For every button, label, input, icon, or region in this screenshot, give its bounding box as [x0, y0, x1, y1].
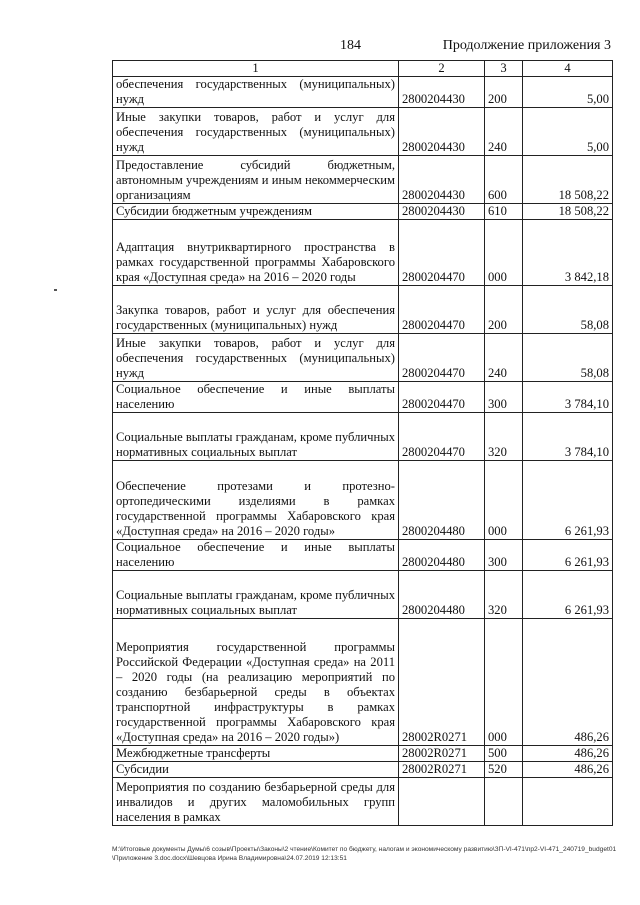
table-row — [113, 286, 613, 334]
row-name-cell: Социальное обеспечение и иные выплаты населению — [113, 540, 399, 571]
row-code-cell: 2800204430 — [399, 156, 485, 204]
row-type-cell: 600 — [485, 156, 523, 204]
row-amount-cell: 58,08 — [523, 286, 613, 334]
column-header: 2 — [399, 61, 485, 77]
row-code-cell — [399, 778, 485, 826]
row-amount-cell: 3 842,18 — [523, 220, 613, 286]
row-amount-cell: 486,26 — [523, 762, 613, 778]
budget-table — [112, 60, 613, 826]
table-body — [113, 77, 613, 826]
row-name-cell: Мероприятия государственной программы Российской Федерации «Доступная среда» на 2011 – 2020 годы (на реализацию мероприятий по созданию безбарьерной среды в объектах транспортной инфраструктуры в рамках государственной программы Хабаровского края «Доступная среда» на 2016 – 2020 годы») — [113, 619, 399, 746]
row-type-cell: 240 — [485, 334, 523, 382]
row-amount-cell: 5,00 — [523, 108, 613, 156]
row-type-cell: 320 — [485, 413, 523, 461]
table-row — [113, 77, 613, 108]
row-code-cell: 2800204430 — [399, 108, 485, 156]
row-amount-cell — [523, 778, 613, 826]
row-type-cell: 610 — [485, 204, 523, 220]
row-type-cell: 520 — [485, 762, 523, 778]
table-row — [113, 220, 613, 286]
table-row — [113, 382, 613, 413]
row-amount-cell: 486,26 — [523, 746, 613, 762]
row-name-cell: Социальные выплаты гражданам, кроме публичных нормативных социальных выплат — [113, 571, 399, 619]
row-name-cell: Закупка товаров, работ и услуг для обеспечения государственных (муниципальных) нужд — [113, 286, 399, 334]
column-header: 4 — [523, 61, 613, 77]
row-type-cell: 300 — [485, 540, 523, 571]
row-amount-cell: 6 261,93 — [523, 540, 613, 571]
row-type-cell: 500 — [485, 746, 523, 762]
row-code-cell: 2800204470 — [399, 334, 485, 382]
row-type-cell: 200 — [485, 77, 523, 108]
row-name-cell: Предоставление субсидий бюджетным, автономным учреждениям и иным некоммерческим организациям — [113, 156, 399, 204]
row-amount-cell: 18 508,22 — [523, 156, 613, 204]
row-code-cell: 2800204470 — [399, 413, 485, 461]
table-row — [113, 156, 613, 204]
table-row — [113, 204, 613, 220]
row-code-cell: 2800204480 — [399, 461, 485, 540]
table-row — [113, 461, 613, 540]
column-header: 3 — [485, 61, 523, 77]
table-row — [113, 746, 613, 762]
row-amount-cell: 6 261,93 — [523, 461, 613, 540]
row-code-cell: 2800204470 — [399, 220, 485, 286]
row-name-cell: Иные закупки товаров, работ и услуг для обеспечения государственных (муниципальных) нужд — [113, 334, 399, 382]
row-code-cell: 2800204470 — [399, 286, 485, 334]
row-code-cell: 2800204480 — [399, 571, 485, 619]
page-number: 184 — [340, 38, 361, 53]
row-amount-cell: 3 784,10 — [523, 413, 613, 461]
table-row — [113, 762, 613, 778]
row-name-cell: обеспечения государственных (муниципальных) нужд — [113, 77, 399, 108]
column-header: 1 — [113, 61, 399, 77]
row-name-cell: Мероприятия по созданию безбарьерной среды для инвалидов и других маломобильных групп населения в рамках — [113, 778, 399, 826]
table-row — [113, 334, 613, 382]
row-code-cell: 2800204480 — [399, 540, 485, 571]
row-name-cell: Межбюджетные трансферты — [113, 746, 399, 762]
row-type-cell: 000 — [485, 461, 523, 540]
table-row — [113, 540, 613, 571]
row-amount-cell: 5,00 — [523, 77, 613, 108]
row-name-cell: Субсидии — [113, 762, 399, 778]
table-row — [113, 571, 613, 619]
row-amount-cell: 6 261,93 — [523, 571, 613, 619]
row-type-cell — [485, 778, 523, 826]
row-type-cell: 200 — [485, 286, 523, 334]
row-code-cell: 28002R0271 — [399, 746, 485, 762]
row-type-cell: 240 — [485, 108, 523, 156]
table-row — [113, 413, 613, 461]
row-name-cell: Иные закупки товаров, работ и услуг для обеспечения государственных (муниципальных) нужд — [113, 108, 399, 156]
row-type-cell: 000 — [485, 220, 523, 286]
row-amount-cell: 58,08 — [523, 334, 613, 382]
row-type-cell: 320 — [485, 571, 523, 619]
file-path-footer: M:\Итоговые документы Думы\6 созыв\Проекты\Законы\2 чтение\Комитет по бюджету, налогам и экономическому развитию\ЗП-VI-471\пр2-VI-471_240719_budget01\Приложение 3.doc.docx\Шевцова Ирина Владимировна\24.07.2019 12:13:51 — [112, 846, 617, 862]
row-code-cell: 28002R0271 — [399, 619, 485, 746]
row-code-cell: 2800204470 — [399, 382, 485, 413]
row-name-cell: Социальные выплаты гражданам, кроме публичных нормативных социальных выплат — [113, 413, 399, 461]
row-code-cell: 2800204430 — [399, 77, 485, 108]
row-amount-cell: 18 508,22 — [523, 204, 613, 220]
table-header-row — [113, 61, 613, 77]
row-code-cell: 28002R0271 — [399, 762, 485, 778]
row-amount-cell: 486,26 — [523, 619, 613, 746]
continuation-label: Продолжение приложения 3 — [442, 38, 611, 53]
row-amount-cell: 3 784,10 — [523, 382, 613, 413]
table-row — [113, 619, 613, 746]
table-row — [113, 108, 613, 156]
row-code-cell: 2800204430 — [399, 204, 485, 220]
row-name-cell: Субсидии бюджетным учреждениям — [113, 204, 399, 220]
row-name-cell: Адаптация внутриквартирного пространства в рамках государственной программы Хабаровского края «Доступная среда» на 2016 – 2020 годы — [113, 220, 399, 286]
margin-mark — [54, 289, 57, 291]
row-type-cell: 000 — [485, 619, 523, 746]
table-row — [113, 778, 613, 826]
row-type-cell: 300 — [485, 382, 523, 413]
row-name-cell: Социальное обеспечение и иные выплаты населению — [113, 382, 399, 413]
row-name-cell: Обеспечение протезами и протезно-ортопедическими изделиями в рамках государственной программы Хабаровского края «Доступная среда» на 2016 – 2020 годы» — [113, 461, 399, 540]
